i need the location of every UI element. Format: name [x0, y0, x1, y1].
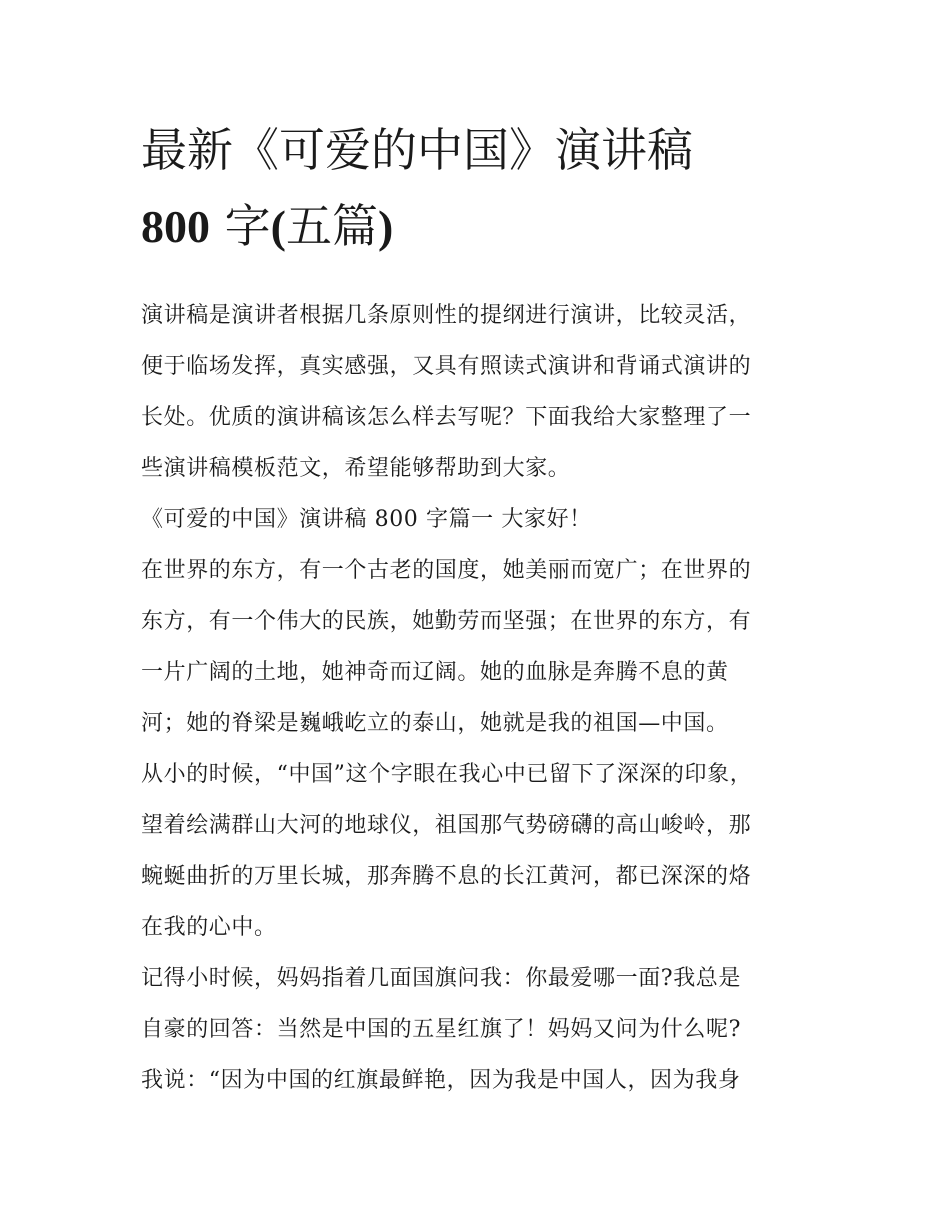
- text-line: 在世界的东方，有一个古老的国度，她美丽而宽广；在世界的: [141, 558, 752, 583]
- text-line: 记得小时候，妈妈指着几面国旗问我：你最爱哪一面?我总是: [141, 966, 741, 991]
- title-text: 最新《可爱的中国》演讲稿: [141, 123, 693, 177]
- section-heading-line: 《可爱的中国》演讲稿 800 字篇一 大家好！: [141, 507, 592, 532]
- title-count: 五篇: [285, 199, 378, 253]
- document-content: [141, 112, 821, 1106]
- title-paren-close: ): [377, 201, 394, 252]
- text-line: 一片广阔的土地，她神奇而辽阔。她的血脉是奔腾不息的黄: [141, 660, 729, 685]
- text-line: 长处。优质的演讲稿该怎么样去写呢？下面我给大家整理了一: [141, 405, 752, 430]
- document-title-line-1: [141, 112, 821, 188]
- document-body: [141, 290, 821, 1106]
- title-paren-open: (: [270, 201, 286, 252]
- title-unit: 字: [210, 199, 271, 253]
- text-line: 河；她的脊梁是巍峨屹立的泰山，她就是我的祖国—中国。: [141, 711, 729, 736]
- text-line: 些演讲稿模板范文，希望能够帮助到大家。: [141, 456, 571, 481]
- text-line: 便于临场发挥，真实感强，又具有照读式演讲和背诵式演讲的: [141, 354, 752, 379]
- text-line: 演讲稿是演讲者根据几条原则性的提纲进行演讲，比较灵活，: [141, 303, 752, 328]
- text-line: 我说：“因为中国的红旗最鲜艳，因为我是中国人，因为我身: [141, 1068, 741, 1093]
- text-line: 自豪的回答：当然是中国的五星红旗了！妈妈又问为什么呢?: [141, 1017, 741, 1042]
- text-line: 从小的时候，“中国”这个字眼在我心中已留下了深深的印象，: [141, 762, 753, 787]
- text-line: 东方，有一个伟大的民族，她勤劳而坚强；在世界的东方，有: [141, 609, 752, 634]
- text-line: 蜿蜒曲折的万里长城，那奔腾不息的长江黄河，都已深深的烙: [141, 864, 752, 889]
- text-line: 在我的心中。: [141, 915, 277, 940]
- text-line: 望着绘满群山大河的地球仪，祖国那气势磅礴的高山峻岭，那: [141, 813, 752, 838]
- document-title-line-2: [141, 188, 821, 264]
- title-number: 800: [141, 201, 210, 252]
